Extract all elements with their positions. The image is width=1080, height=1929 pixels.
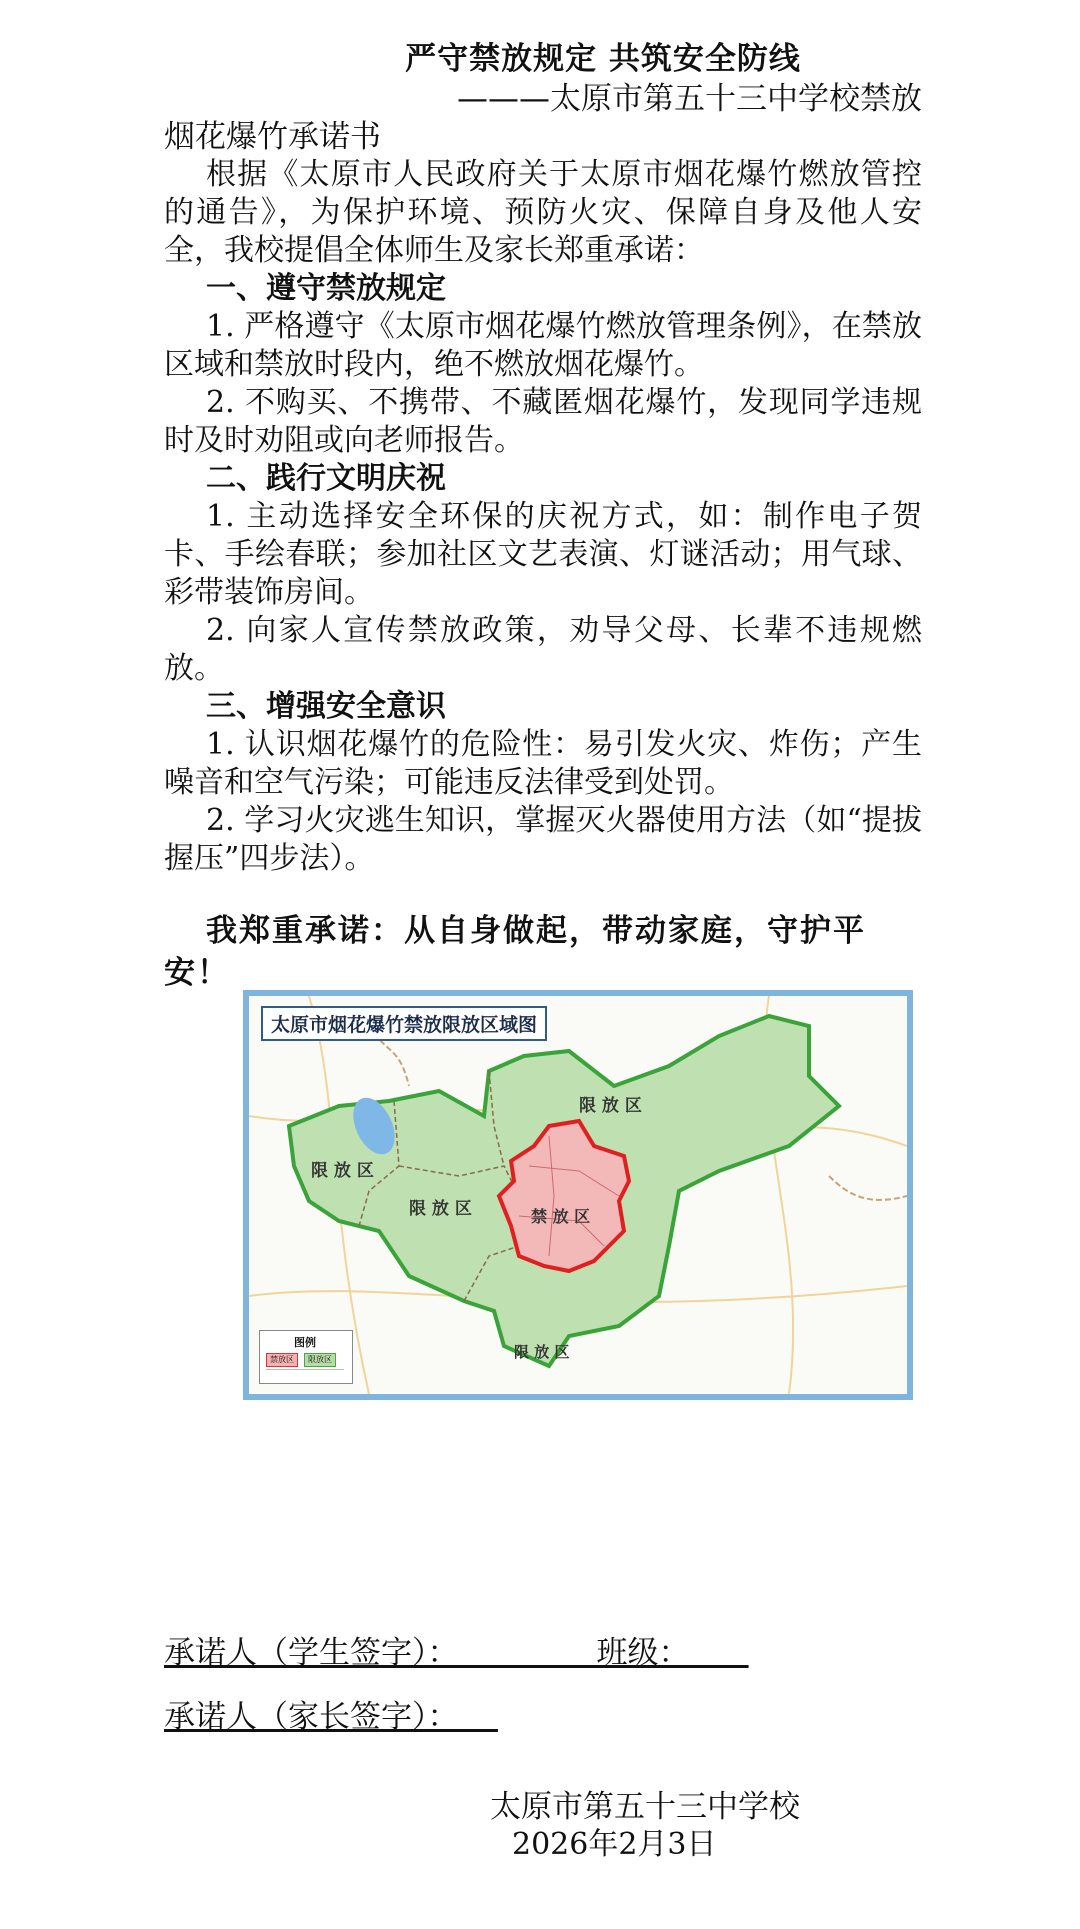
legend-divider xyxy=(266,1369,344,1370)
legend-title: 图例 xyxy=(294,1336,316,1349)
legend-banned-swatch: 禁放区 xyxy=(266,1353,298,1367)
restricted-zone-label-west: 限 放 区 xyxy=(311,1161,374,1181)
restricted-zone-label-south: 限 放 区 xyxy=(514,1343,570,1361)
subtitle-line2: 烟花爆竹承诺书 xyxy=(164,119,381,155)
restricted-zone-label-north: 限 放 区 xyxy=(579,1096,642,1116)
zone-map xyxy=(243,990,913,1400)
section-heading-2: 二、践行文明庆祝 xyxy=(206,461,446,496)
restricted-zone-label-center: 限 放 区 xyxy=(409,1199,472,1219)
map-legend xyxy=(259,1330,353,1384)
parent-signature-line[interactable]: 承诺人（家长签字）： xyxy=(164,1699,498,1735)
section-1-item-1: 1. 严格遵守《太原市烟花爆竹燃放管理条例》，在禁放区域和禁放时段内，绝不燃放烟花爆竹。 xyxy=(164,309,922,382)
section-1-item-2: 2. 不购买、不携带、不藏匿烟花爆竹，发现同学违规时及时劝阻或向老师报告。 xyxy=(164,385,922,458)
section-2-item-1: 1. 主动选择安全环保的庆祝方式，如：制作电子贺卡、手绘春联；参加社区文艺表演、灯谜活动；用气球、彩带装饰房间。 xyxy=(164,499,922,610)
legend-restricted-swatch: 限放区 xyxy=(304,1353,336,1367)
intro-paragraph: 根据《太原市人民政府关于太原市烟花爆竹燃放管控的通告》，为保护环境、预防火灾、保障自身及他人安全，我校提倡全体师生及家长郑重承诺： xyxy=(164,157,922,268)
subtitle-line1: ———太原市第五十三中学校禁放 xyxy=(457,81,922,117)
section-3-item-1: 1. 认识烟花爆竹的危险性：易引发火灾、炸伤；产生噪音和空气污染；可能违反法律受到处罚。 xyxy=(164,727,922,800)
document-body xyxy=(164,38,922,994)
student-signature-line[interactable]: 承诺人（学生签字）： 班级： xyxy=(164,1635,749,1671)
pledge-statement: 我郑重承诺：从自身做起，带动家庭，守护平安！ xyxy=(164,913,866,991)
section-heading-1: 一、遵守禁放规定 xyxy=(206,271,446,306)
banned-zone-label: 禁 放 区 xyxy=(531,1207,591,1226)
school-name: 太原市第五十三中学校 xyxy=(490,1789,800,1825)
document-date: 2026年2月3日 xyxy=(512,1827,717,1862)
section-3-item-2: 2. 学习火灾逃生知识，掌握灭火器使用方法（如“提拔握压”四步法）。 xyxy=(164,803,922,876)
map-title: 太原市烟花爆竹禁放限放区域图 xyxy=(261,1006,547,1041)
page-title: 严守禁放规定 共筑安全防线 xyxy=(405,41,801,77)
section-heading-3: 三、增强安全意识 xyxy=(206,689,446,724)
section-2-item-2: 2. 向家人宣传禁放政策，劝导父母、长辈不违规燃放。 xyxy=(164,613,922,686)
